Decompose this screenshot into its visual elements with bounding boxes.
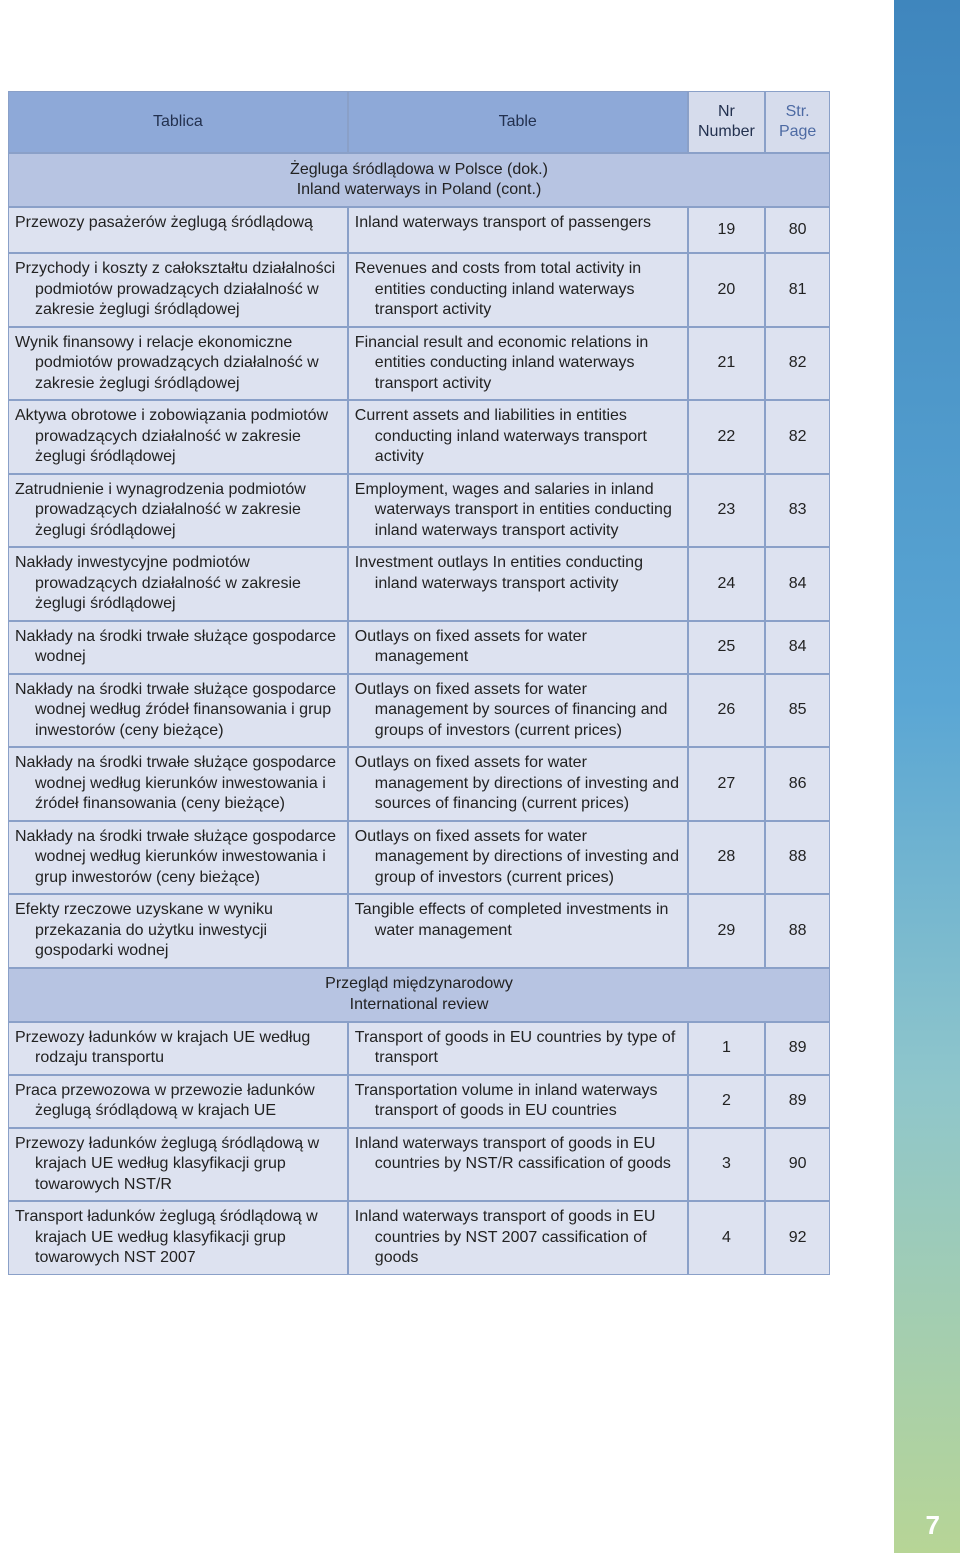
header-page [765, 91, 830, 153]
entry-page-cell [765, 621, 830, 674]
entry-number: 4 [721, 1228, 731, 1246]
entry-number-cell [688, 621, 766, 674]
entry-number: 24 [717, 574, 736, 592]
entry-number-cell [688, 1075, 766, 1128]
entry-page-cell [765, 894, 830, 968]
entry-title-en-cell [348, 547, 688, 621]
table-row[interactable] [8, 1128, 830, 1202]
entry-page-cell [765, 474, 830, 548]
entry-page: 83 [788, 501, 807, 518]
entry-title-pl-cell [8, 1075, 348, 1128]
section-heading-poland [8, 153, 830, 207]
entry-title-pl-cell [8, 474, 348, 548]
entry-title-en: Employment, wages and salaries in inland waterways transport in entities conducting inland waterways transport activity [354, 480, 672, 539]
table-row[interactable] [8, 821, 830, 895]
table-row[interactable] [8, 207, 830, 253]
entry-title-en-cell [348, 327, 688, 401]
entry-page: 86 [788, 774, 807, 792]
table-row[interactable] [8, 474, 830, 548]
entry-page-cell [765, 253, 830, 327]
header-number [688, 91, 766, 153]
section-title-en: Inland waterways in Poland (cont.) [296, 181, 542, 198]
header-number-label: Number [697, 123, 755, 140]
header-tablica: Tablica [8, 91, 348, 153]
entry-title-en: Transportation volume in inland waterways transport of goods in EU countries [354, 1081, 658, 1119]
entry-number: 3 [721, 1155, 731, 1172]
entry-title-en-cell [348, 747, 688, 821]
entry-title-en: Financial result and economic relations in entities conducting inland waterways transport activity [354, 333, 649, 392]
section-heading-international [8, 968, 830, 1022]
entry-title-pl-cell [8, 621, 348, 674]
entry-number-cell [688, 547, 766, 621]
table-of-contents [8, 91, 830, 1275]
entry-page-cell [765, 1201, 830, 1275]
entry-number-cell [688, 474, 766, 548]
header-row [8, 91, 830, 153]
table-row[interactable] [8, 674, 830, 748]
entry-title-pl-cell [8, 400, 348, 474]
entry-page: 82 [788, 427, 807, 445]
table-row[interactable] [8, 1022, 830, 1075]
entry-title-en-cell [348, 1075, 688, 1128]
entry-title-pl-cell [8, 674, 348, 748]
entry-title-pl: Efekty rzeczowe uzyskane w wyniku przekazania do użytku inwestycji gospodarki wodnej [15, 901, 273, 959]
entry-page: 89 [788, 1038, 807, 1056]
entry-number-cell [688, 327, 766, 401]
entry-number-cell [688, 400, 766, 474]
entry-page: 84 [788, 637, 807, 655]
entry-title-pl: Nakłady na środki trwałe służące gospodarce wodnej [15, 627, 337, 665]
entry-title-en-cell [348, 821, 688, 895]
entry-title-pl: Praca przewozowa w przewozie ładunków żeglugą śródlądową w krajach UE [15, 1081, 315, 1119]
entry-number: 28 [717, 848, 736, 865]
entry-page: 92 [788, 1228, 807, 1246]
entry-title-pl-cell [8, 1022, 348, 1075]
entry-number-cell [688, 1201, 766, 1275]
entry-page: 84 [788, 574, 807, 592]
entry-title-en-cell [348, 1201, 688, 1275]
section-heading-cell [8, 153, 830, 207]
entry-number: 29 [717, 921, 736, 939]
entry-title-pl: Przewozy pasażerów żeglugą śródlądową [15, 214, 313, 231]
entry-title-en: Investment outlays In entities conducting inland waterways transport activity [354, 554, 643, 592]
entry-title-pl-cell [8, 821, 348, 895]
header-str-label: Str. [785, 102, 810, 120]
entry-page-cell [765, 1022, 830, 1075]
entry-title-en-cell [348, 400, 688, 474]
table-row[interactable] [8, 894, 830, 968]
section-title-pl: Żegluga śródlądowa w Polsce (dok.) [290, 160, 548, 178]
entry-page-cell [765, 547, 830, 621]
entry-title-pl-cell [8, 747, 348, 821]
entry-title-en-cell [348, 621, 688, 674]
table-row[interactable] [8, 621, 830, 674]
entry-page: 88 [788, 921, 807, 939]
entry-title-pl-cell [8, 327, 348, 401]
entry-title-pl-cell [8, 894, 348, 968]
entry-title-pl: Nakłady na środki trwałe służące gospodarce wodnej według źródeł finansowania i grup inwestorów (ceny bieżące) [15, 680, 337, 739]
entry-title-pl: Przewozy ładunków żeglugą śródlądową w krajach UE według klasyfikacji grup towarowych NST/R [15, 1134, 320, 1193]
entry-title-pl-cell [8, 253, 348, 327]
entry-page: 81 [788, 280, 807, 298]
entry-number-cell [688, 1022, 766, 1075]
header-table: Table [348, 91, 688, 153]
entry-page: 85 [788, 701, 807, 718]
entry-title-pl-cell [8, 207, 348, 253]
entry-title-en: Current assets and liabilities in entities conducting inland waterways transport activity [354, 407, 647, 465]
table-row[interactable] [8, 547, 830, 621]
table-row[interactable] [8, 1201, 830, 1275]
table-row[interactable] [8, 327, 830, 401]
entry-title-pl-cell [8, 1128, 348, 1202]
entry-title-pl: Transport ładunków żeglugą śródlądową w krajach UE według klasyfikacji grup towarowych NST 2007 [15, 1208, 318, 1266]
entry-page-cell [765, 747, 830, 821]
side-color-band [894, 0, 960, 1553]
entry-number-cell [688, 894, 766, 968]
entry-page-cell [765, 1075, 830, 1128]
entry-title-en: Revenues and costs from total activity in entities conducting inland waterways transport activity [354, 260, 642, 318]
entry-number: 2 [721, 1091, 731, 1109]
entry-title-pl: Nakłady na środki trwałe służące gospodarce wodnej według kierunków inwestowania i grup inwestorów (ceny bieżące) [15, 827, 337, 886]
entry-title-pl: Nakłady na środki trwałe służące gospodarce wodnej według kierunków inwestowania i źródeł finansowania (ceny bieżące) [15, 754, 337, 812]
entry-page: 88 [788, 848, 807, 865]
entry-title-en: Transport of goods in EU countries by type of transport [354, 1028, 676, 1066]
entry-number: 19 [717, 220, 736, 238]
entry-number: 22 [717, 427, 736, 445]
entry-title-en: Inland waterways transport of goods in EU countries by NST 2007 cassification of goods [354, 1208, 656, 1266]
section-title-pl: Przegląd międzynarodowy [325, 975, 513, 992]
table-row[interactable] [8, 1075, 830, 1128]
entry-title-pl: Zatrudnienie i wynagrodzenia podmiotów prowadzących działalność w zakresie żeglugi śródlądowej [15, 480, 306, 539]
entry-number-cell [688, 207, 766, 253]
table-row[interactable] [8, 400, 830, 474]
entry-page: 89 [788, 1091, 807, 1109]
entry-title-pl-cell [8, 1201, 348, 1275]
entry-page-cell [765, 400, 830, 474]
entry-title-en: Tangible effects of completed investments in water management [354, 901, 669, 939]
page-number: 7 [925, 1510, 940, 1540]
entry-title-en: Inland waterways transport of passengers [354, 214, 651, 231]
entry-page-cell [765, 207, 830, 253]
entry-number-cell [688, 1128, 766, 1202]
entry-number-cell [688, 253, 766, 327]
entry-page: 82 [788, 354, 807, 371]
entry-title-en: Outlays on fixed assets for water management by directions of investing and sources of financing (current prices) [354, 754, 679, 812]
entry-number: 27 [717, 774, 736, 792]
entry-number: 25 [717, 637, 736, 655]
entry-number-cell [688, 747, 766, 821]
entry-page-cell [765, 327, 830, 401]
entry-title-pl: Wynik finansowy i relacje ekonomiczne podmiotów prowadzących działalność w zakresie żeglugi śródlądowej [15, 333, 319, 392]
entry-number: 1 [721, 1038, 731, 1056]
entry-title-en-cell [348, 674, 688, 748]
entry-title-en: Outlays on fixed assets for water management [354, 627, 587, 665]
entry-number: 23 [717, 501, 736, 518]
entry-title-pl: Przychody i koszty z całokształtu działalności podmiotów prowadzących działalność w zakresie żeglugi śródlądowej [15, 260, 336, 318]
entry-page-cell [765, 821, 830, 895]
entry-number-cell [688, 674, 766, 748]
entry-title-pl: Aktywa obrotowe i zobowiązania podmiotów prowadzących działalność w zakresie żeglugi śródlądowej [15, 407, 329, 465]
entry-page-cell [765, 1128, 830, 1202]
section-title-en: International review [349, 995, 489, 1013]
entry-page: 90 [788, 1155, 807, 1172]
entry-title-en: Outlays on fixed assets for water management by directions of investing and group of investors (current prices) [354, 827, 679, 886]
entry-title-en-cell [348, 894, 688, 968]
entry-title-pl: Nakłady inwestycyjne podmiotów prowadzących działalność w zakresie żeglugi śródlądowej [15, 554, 301, 612]
entry-title-en-cell [348, 207, 688, 253]
entry-number: 20 [717, 280, 736, 298]
header-page-label: Page [778, 123, 817, 140]
table-row[interactable] [8, 253, 830, 327]
entry-title-en-cell [348, 1128, 688, 1202]
entry-title-en: Inland waterways transport of goods in EU countries by NST/R cassification of goods [354, 1134, 671, 1172]
entry-title-pl-cell [8, 547, 348, 621]
entry-title-pl: Przewozy ładunków w krajach UE według rodzaju transportu [15, 1028, 311, 1066]
table-row[interactable] [8, 747, 830, 821]
entry-number: 26 [717, 701, 736, 718]
section-heading-cell [8, 968, 830, 1022]
entry-title-en-cell [348, 253, 688, 327]
entry-title-en-cell [348, 1022, 688, 1075]
entry-number-cell [688, 821, 766, 895]
entry-title-en-cell [348, 474, 688, 548]
entry-page: 80 [788, 220, 807, 238]
entry-title-en: Outlays on fixed assets for water management by sources of financing and groups of investors (current prices) [354, 680, 668, 739]
header-nr-label: Nr [717, 102, 735, 120]
entry-number: 21 [717, 354, 736, 371]
entry-page-cell [765, 674, 830, 748]
